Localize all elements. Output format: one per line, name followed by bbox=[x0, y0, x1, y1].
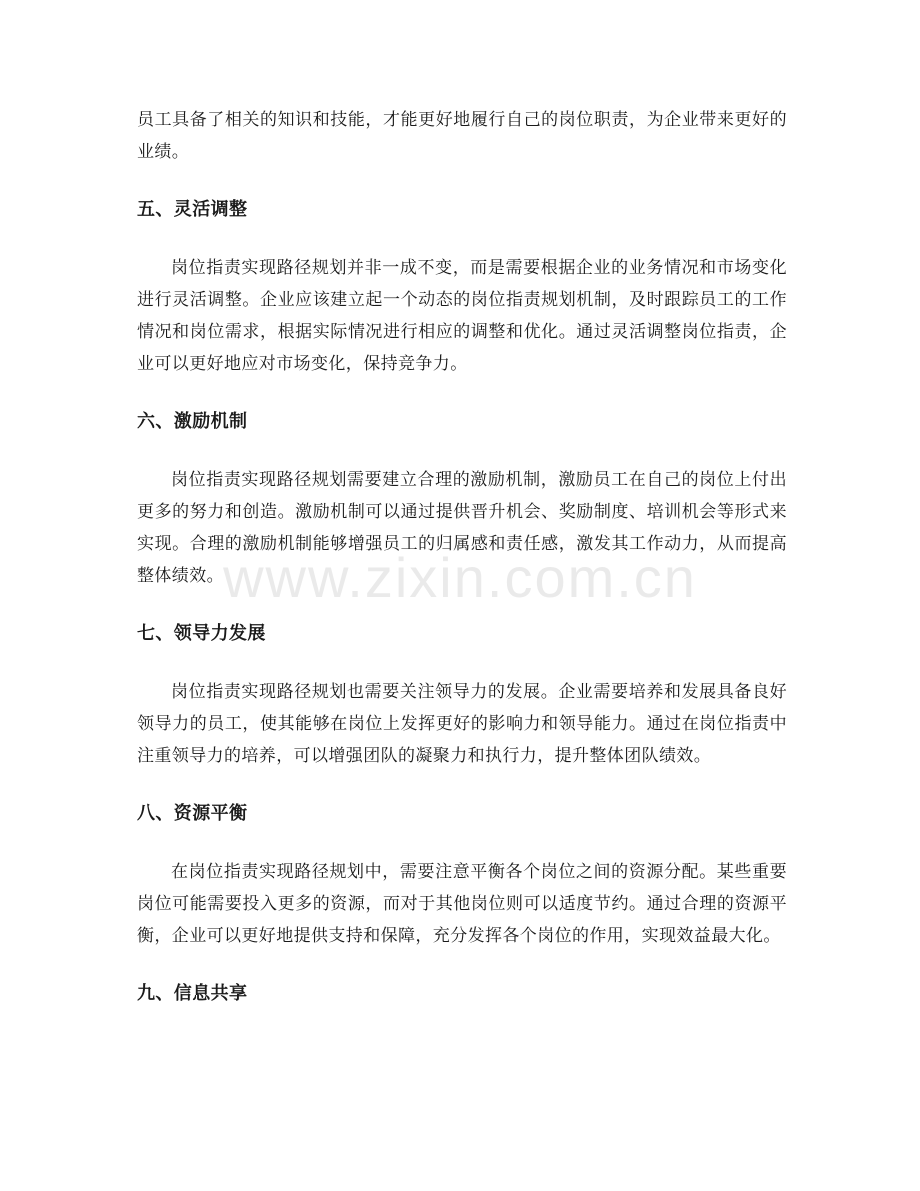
section-body-6: 岗位指责实现路径规划需要建立合理的激励机制，激励员工在自己的岗位上付出更多的努力和创造。激励机制可以通过提供晋升机会、奖励制度、培训机会等形式来实现。合理的激励机制能够增强员工的归属感和责任感，激发其工作动力，从而提高整体绩效。 bbox=[137, 470, 787, 586]
section-heading-5: 五、灵活调整 bbox=[137, 199, 248, 220]
watermark: www.zixin.com.cn bbox=[223, 546, 697, 609]
section-heading-6: 六、激励机制 bbox=[137, 411, 248, 432]
section-heading-8: 八、资源平衡 bbox=[137, 803, 248, 824]
section-body-8: 在岗位指责实现路径规划中，需要注意平衡各个岗位之间的资源分配。某些重要岗位可能需要投入更多的资源，而对于其他岗位则可以适度节约。通过合理的资源平衡，企业可以更好地提供支持和保障，充分发挥各个岗位的作用，实现效益最大化。 bbox=[137, 862, 787, 946]
section-body-7: 岗位指责实现路径规划也需要关注领导力的发展。企业需要培养和发展具备良好领导力的员工，使其能够在岗位上发挥更好的影响力和领导能力。通过在岗位指责中注重领导力的培养，可以增强团队的凝聚力和执行力，提升整体团队绩效。 bbox=[137, 682, 787, 766]
section-heading-9: 九、信息共享 bbox=[137, 983, 248, 1004]
intro-paragraph: 员工具备了相关的知识和技能，才能更好地履行自己的岗位职责，为企业带来更好的业绩。 bbox=[137, 110, 787, 162]
section-heading-7: 七、领导力发展 bbox=[137, 623, 266, 644]
section-body-5: 岗位指责实现路径规划并非一成不变，而是需要根据企业的业务情况和市场变化进行灵活调整。企业应该建立起一个动态的岗位指责规划机制，及时跟踪员工的工作情况和岗位需求，根据实际情况进行相应的调整和优化。通过灵活调整岗位指责，企业可以更好地应对市场变化，保持竞争力。 bbox=[137, 258, 787, 374]
document-content bbox=[137, 104, 787, 1010]
